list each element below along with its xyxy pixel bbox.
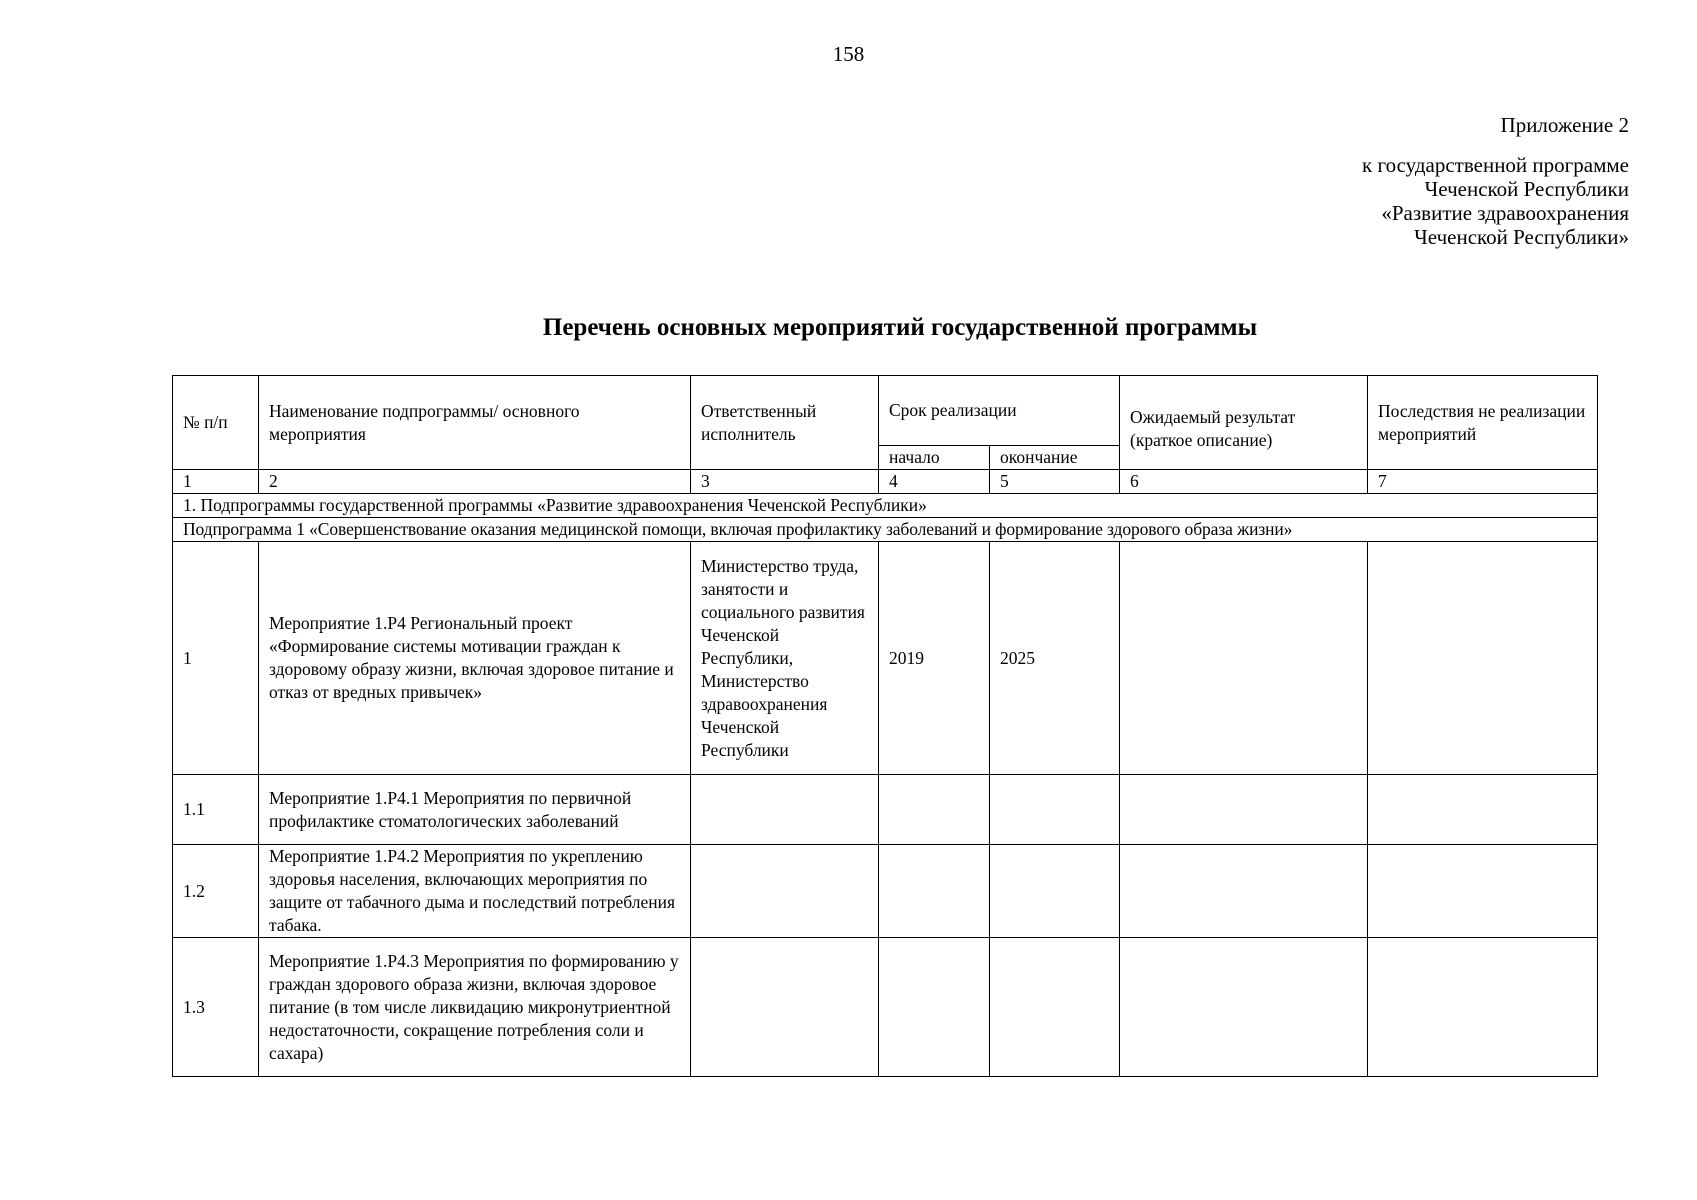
appendix-line: к государственной программе — [1362, 153, 1629, 177]
table-row — [173, 775, 1598, 845]
appendix-reference — [1362, 153, 1629, 249]
appendix-line: Чеченской Республики — [1424, 177, 1629, 201]
row-result — [1120, 775, 1368, 845]
row-name: Мероприятие 1.Р4.3 Мероприятия по формированию у граждан здорового образа жизни, включая здоровое питание (в том числе ликвидацию микронутриентной недостаточности, сокращение потребления соли и сахара) — [259, 938, 691, 1077]
subprogram-title: Подпрограмма 1 «Совершенствование оказания медицинской помощи, включая профилактику заболеваний и формирование здорового образа жизни» — [173, 518, 1598, 542]
row-name: Мероприятие 1.Р4.2 Мероприятия по укреплению здоровья населения, включающих мероприятия по защите от табачного дыма и последствий потребления табака. — [259, 845, 691, 938]
row-start — [879, 845, 990, 938]
subprogram-row — [173, 518, 1598, 542]
row-result — [1120, 938, 1368, 1077]
row-number: 1.2 — [173, 845, 259, 938]
row-result — [1120, 845, 1368, 938]
header-consequences-label: Последствия не реализации мероприятий — [1378, 400, 1586, 444]
header-row — [173, 376, 1598, 446]
column-number: 5 — [990, 470, 1120, 494]
row-executor: Министерство труда, занятости и социального развития Чеченской Республики, Министерство здравоохранения Чеченской Республики — [691, 542, 879, 775]
header-name-label: Наименование подпрограммы/ основного мероприятия — [269, 400, 580, 444]
section-row — [173, 494, 1598, 518]
header-consequences — [1368, 376, 1598, 470]
header-period-label: Срок реализации — [889, 400, 1017, 420]
row-end: 2025 — [990, 542, 1120, 775]
row-result — [1120, 542, 1368, 775]
row-name: Мероприятие 1.Р4.1 Мероприятия по первичной профилактике стоматологических заболеваний — [259, 775, 691, 845]
row-start — [879, 775, 990, 845]
row-start — [879, 938, 990, 1077]
header-executor-label: Ответственный исполнитель — [701, 400, 817, 444]
page-number: 158 — [832, 42, 865, 66]
header-name — [259, 376, 691, 470]
row-start: 2019 — [879, 542, 990, 775]
header-number — [173, 376, 259, 470]
row-consequences — [1368, 938, 1598, 1077]
column-number: 7 — [1368, 470, 1598, 494]
row-end — [990, 938, 1120, 1077]
column-number: 1 — [173, 470, 259, 494]
row-number: 1 — [173, 542, 259, 775]
row-executor — [691, 845, 879, 938]
header-executor — [691, 376, 879, 470]
section-title: 1. Подпрограммы государственной программы «Развитие здравоохранения Чеченской Республики» — [173, 494, 1598, 518]
row-consequences — [1368, 775, 1598, 845]
table-row — [173, 938, 1598, 1077]
header-start: начало — [879, 446, 990, 470]
header-result-label: Ожидаемый результат (краткое описание) — [1130, 406, 1296, 450]
column-number: 4 — [879, 470, 990, 494]
appendix-line: Чеченской Республики» — [1414, 225, 1629, 249]
column-number: 6 — [1120, 470, 1368, 494]
row-end — [990, 775, 1120, 845]
row-number: 1.1 — [173, 775, 259, 845]
appendix-title: Приложение 2 — [1500, 113, 1629, 137]
row-executor — [691, 938, 879, 1077]
row-consequences — [1368, 845, 1598, 938]
row-name: Мероприятие 1.Р4 Региональный проект «Формирование системы мотивации граждан к здоровому образу жизни, включая здоровое питание и отказ от вредных привычек» — [259, 542, 691, 775]
table-row — [173, 845, 1598, 938]
header-number-label: № п/п — [183, 412, 228, 432]
header-result — [1120, 376, 1368, 470]
row-executor — [691, 775, 879, 845]
column-number: 2 — [259, 470, 691, 494]
row-number: 1.3 — [173, 938, 259, 1077]
row-end — [990, 845, 1120, 938]
column-number: 3 — [691, 470, 879, 494]
header-period — [879, 376, 1120, 446]
appendix-line: «Развитие здравоохранения — [1381, 201, 1629, 225]
column-numbers-row — [173, 470, 1598, 494]
row-consequences — [1368, 542, 1598, 775]
events-table — [172, 375, 1598, 1077]
header-end: окончание — [990, 446, 1120, 470]
table-row — [173, 542, 1598, 775]
document-title: Перечень основных мероприятий государственной программы — [542, 314, 1258, 341]
